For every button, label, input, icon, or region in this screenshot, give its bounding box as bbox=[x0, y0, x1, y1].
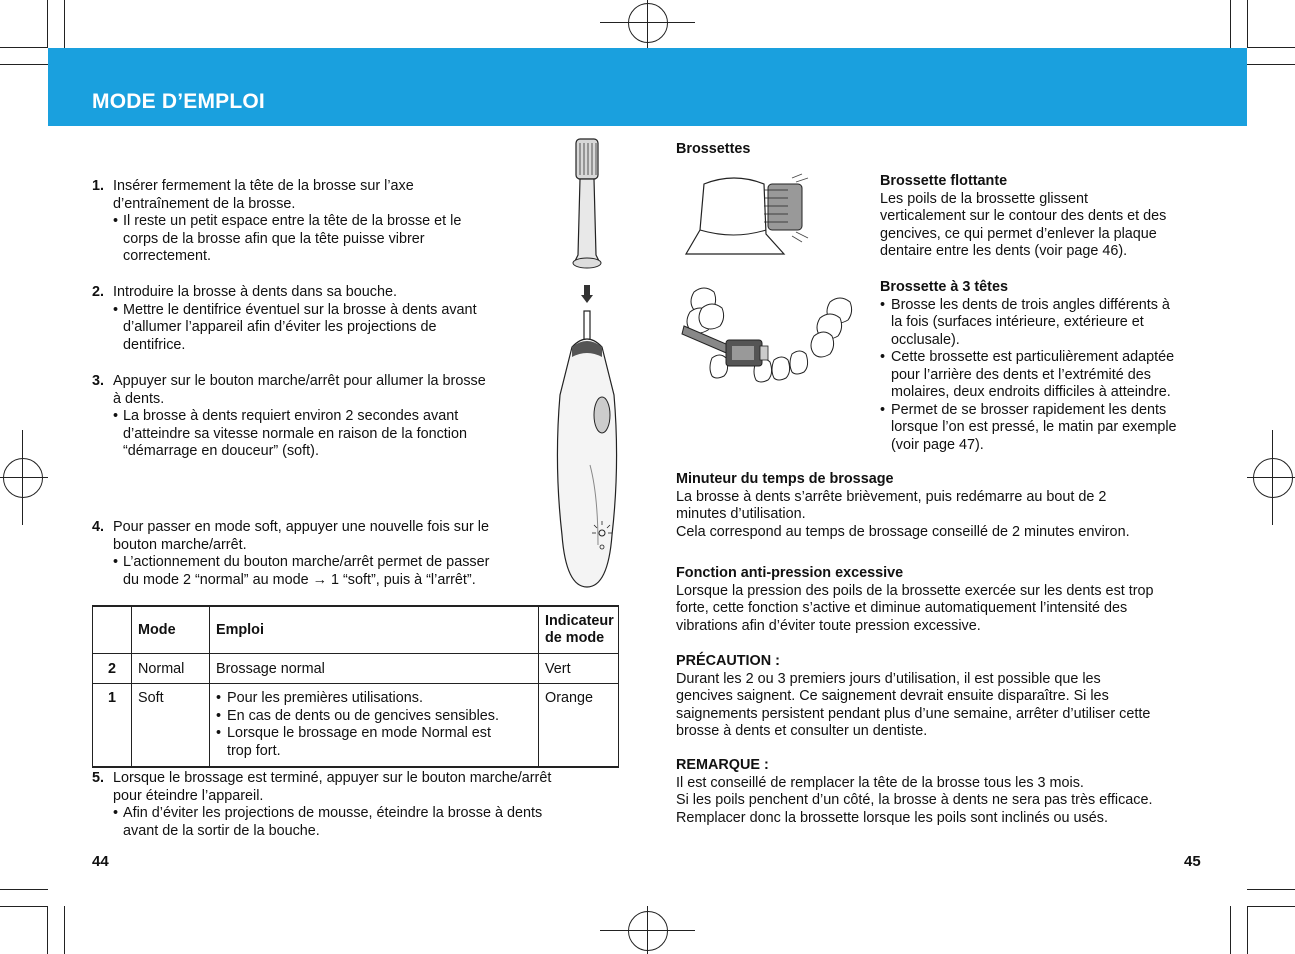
paragraph-line: gencives saignent. Ce saignement devrait ensuite disparaître. Si les bbox=[676, 688, 1109, 704]
paragraph-line: saignements persistent pendant plus d’une semaine, arrêter d’utiliser cette bbox=[676, 705, 1151, 722]
bullet-text: dentifrice. bbox=[123, 336, 186, 353]
bullet-text: lorsque l’on est pressé, le matin par exemple bbox=[891, 419, 1177, 435]
section-remarque bbox=[676, 757, 1216, 827]
step-3: 3. Appuyer sur le bouton marche/arrêt pour allumer la brosse à dents. • La brosse à dents requiert environ 2 secondes avant d’atteindre sa vitesse normale en raison de la fonction “démarrage en douceur” (soft). bbox=[92, 373, 532, 461]
table-cell: Normal bbox=[132, 654, 210, 684]
paragraph-line: minutes d’utilisation. bbox=[676, 506, 806, 522]
brush-head-icon bbox=[573, 139, 601, 268]
use-text: trop fort. bbox=[227, 742, 281, 759]
table-cell: Vert bbox=[539, 654, 619, 684]
paragraph-line: La brosse à dents s’arrête brièvement, puis redémarre au bout de 2 bbox=[676, 488, 1107, 505]
table-header: Mode bbox=[132, 606, 210, 654]
table-row bbox=[93, 684, 619, 768]
bullet-text: d’allumer l’appareil afin d’éviter les projections de bbox=[123, 319, 437, 335]
bullet-text: molaires, deux endroits difficiles à atteindre. bbox=[891, 384, 1171, 400]
paragraph-line: forte, cette fonction s’active et diminue automatiquement l’intensité des bbox=[676, 600, 1128, 616]
bullet-text: occlusale). bbox=[891, 331, 960, 348]
step-text: Introduire la brosse à dents dans sa bouche. bbox=[113, 284, 397, 300]
paragraph-line: Remplacer donc la brossette lorsque les poils sont inclinés ou usés. bbox=[676, 809, 1108, 826]
step-text: Pour passer en mode soft, appuyer une nouvelle fois sur le bbox=[113, 519, 489, 535]
bullet-text: “démarrage en douceur” (soft). bbox=[123, 443, 319, 459]
section-heading: REMARQUE : bbox=[676, 757, 769, 773]
use-text: Pour les premières utilisations. bbox=[227, 690, 423, 706]
step-5: 5. Lorsque le brossage est terminé, appuyer sur le bouton marche/arrêt pour éteindre l’appareil. • Afin d’éviter les projections de mousse, éteindre la brosse à dents avant de la sortir de la bouche. bbox=[92, 770, 622, 840]
section-3-tetes: Brossette à 3 têtes • Brosse les dents de trois angles différents à la fois (surfaces intérieure, extérieure et occlusale). • Cette brossette est particulièrement adaptée pour l’arrière des dents et l’extrémité des molaires, deux endroits difficiles à atteindre. • Permet de se brosser rapidement les dents lorsque l’on est pressé, le matin par exemple (voir page 47). bbox=[880, 279, 1210, 454]
table-header bbox=[539, 606, 619, 654]
table-header bbox=[93, 606, 132, 654]
table-row bbox=[93, 654, 619, 684]
bullet-text: La brosse à dents requiert environ 2 secondes avant bbox=[123, 408, 459, 424]
header-banner bbox=[48, 48, 1247, 126]
step-1: 1. Insérer fermement la tête de la brosse sur l’axe d’entraînement de la brosse. • Il reste un petit espace entre la tête de la brosse et le corps de la brosse afin que la tête puisse vibrer correctement. bbox=[92, 178, 532, 266]
section-minuteur bbox=[676, 471, 1216, 541]
table-cell: Brossage normal bbox=[210, 654, 539, 684]
step-number: 5. bbox=[92, 770, 105, 786]
brush-handle-icon bbox=[557, 311, 616, 587]
bullet-text: Brosse les dents de trois angles différents à bbox=[891, 296, 1170, 313]
table-cell: • Pour les premières utilisations. • En cas de dents ou de gencives sensibles. • Lorsque le brossage en mode Normal est trop fort. bbox=[210, 684, 539, 768]
paragraph-line: Les poils de la brossette glissent bbox=[880, 190, 1088, 207]
floating-brush-illustration bbox=[684, 170, 824, 260]
bullet-text: Permet de se brosser rapidement les dents bbox=[891, 401, 1167, 418]
section-anti-pression bbox=[676, 565, 1216, 635]
step-number: 2. bbox=[92, 284, 105, 300]
step-number: 1. bbox=[92, 178, 105, 194]
page-number-left: 44 bbox=[92, 853, 109, 870]
page-number-right: 45 bbox=[1184, 853, 1201, 870]
section-brossettes: Brossettes bbox=[676, 141, 751, 157]
paragraph-line: Lorsque la pression des poils de la brossette exercée sur les dents est trop bbox=[676, 582, 1154, 599]
step-text: Insérer fermement la tête de la brosse sur l’axe bbox=[113, 178, 414, 194]
table-header-row bbox=[93, 606, 619, 654]
step-4: 4. Pour passer en mode soft, appuyer une nouvelle fois sur le bouton marche/arrêt. • L’actionnement du bouton marche/arrêt permet de passer du mode 2 “normal” au mode → 1 “soft”, puis à “l’arrêt”. bbox=[92, 519, 532, 589]
mode-table bbox=[92, 605, 619, 768]
step-text: à dents. bbox=[113, 390, 165, 407]
table-header-line: Indicateur bbox=[545, 612, 614, 629]
step-text: bouton marche/arrêt. bbox=[113, 536, 247, 553]
toothbrush-illustration bbox=[550, 135, 630, 595]
bullet-text: avant de la sortir de la bouche. bbox=[123, 822, 320, 839]
bullet-text: Il reste un petit espace entre la tête de la brosse et le bbox=[123, 213, 462, 229]
use-text: Lorsque le brossage en mode Normal est bbox=[227, 725, 491, 741]
step-number: 3. bbox=[92, 373, 105, 389]
paragraph-line: dentaire entre les dents (voir page 46). bbox=[880, 243, 1128, 259]
section-heading: PRÉCAUTION : bbox=[676, 653, 780, 669]
table-cell: 2 bbox=[93, 654, 132, 684]
step-text: Appuyer sur le bouton marche/arrêt pour allumer la brosse bbox=[113, 373, 486, 389]
table-cell: Orange bbox=[539, 684, 619, 768]
paragraph-line: vibrations afin d’éviter toute pression excessive. bbox=[676, 617, 981, 634]
bullet-text: la fois (surfaces intérieure, extérieure et bbox=[891, 314, 1144, 330]
bullet-text: du mode 2 “normal” au mode → 1 “soft”, puis à “l’arrêt”. bbox=[123, 571, 476, 588]
paragraph-line: brosse à dents et consulter un dentiste. bbox=[676, 723, 928, 739]
table-header: Emploi bbox=[210, 606, 539, 654]
bullet-text: (voir page 47). bbox=[891, 436, 984, 453]
bullet-text: d’atteindre sa vitesse normale en raison de la fonction bbox=[123, 425, 467, 442]
paragraph-line: verticalement sur le contour des dents et des bbox=[880, 208, 1167, 224]
section-heading: Minuteur du temps de brossage bbox=[676, 471, 894, 487]
paragraph-line: Il est conseillé de remplacer la tête de la brosse tous les 3 mois. bbox=[676, 774, 1084, 791]
bullet-text: Afin d’éviter les projections de mousse, éteindre la brosse à dents bbox=[123, 805, 543, 821]
section-flottante bbox=[880, 173, 1210, 261]
step-text: pour éteindre l’appareil. bbox=[113, 787, 264, 804]
bullet-text: corps de la brosse afin que la tête puisse vibrer bbox=[123, 230, 425, 247]
paragraph-line: gencives, ce qui permet d’enlever la plaque bbox=[880, 225, 1157, 242]
triple-head-brush-illustration bbox=[680, 278, 870, 398]
table-cell: Soft bbox=[132, 684, 210, 768]
bullet-text: pour l’arrière des dents et l’extrémité des bbox=[891, 366, 1151, 383]
paragraph-line: Cela correspond au temps de brossage conseillé de 2 minutes environ. bbox=[676, 523, 1130, 540]
section-heading: Brossette flottante bbox=[880, 173, 1008, 189]
section-heading: Fonction anti-pression excessive bbox=[676, 565, 904, 581]
step-text: d’entraînement de la brosse. bbox=[113, 195, 296, 212]
step-number: 4. bbox=[92, 519, 105, 535]
section-precaution bbox=[676, 653, 1216, 741]
arrow-down-icon bbox=[581, 285, 593, 303]
bullet-text: L’actionnement du bouton marche/arrêt permet de passer bbox=[123, 554, 490, 570]
step-2: 2. Introduire la brosse à dents dans sa bouche. • Mettre le dentifrice éventuel sur la brosse à dents avant d’allumer l’appareil afin d’éviter les projections de dentifrice. bbox=[92, 284, 532, 354]
bullet-text: Cette brossette est particulièrement adaptée bbox=[891, 349, 1175, 365]
section-heading: Brossette à 3 têtes bbox=[880, 279, 1008, 295]
use-text: En cas de dents ou de gencives sensibles. bbox=[227, 707, 499, 724]
page-title: MODE D’EMPLOI bbox=[92, 90, 265, 113]
table-cell: 1 bbox=[93, 684, 132, 768]
paragraph-line: Si les poils penchent d’un côté, la brosse à dents ne sera pas très efficace. bbox=[676, 792, 1153, 808]
bullet-text: correctement. bbox=[123, 248, 211, 264]
bullet-text: Mettre le dentifrice éventuel sur la brosse à dents avant bbox=[123, 301, 477, 318]
table-header-line: de mode bbox=[545, 630, 605, 646]
paragraph-line: Durant les 2 ou 3 premiers jours d’utilisation, il est possible que les bbox=[676, 670, 1101, 687]
step-text: Lorsque le brossage est terminé, appuyer sur le bouton marche/arrêt bbox=[113, 770, 552, 786]
